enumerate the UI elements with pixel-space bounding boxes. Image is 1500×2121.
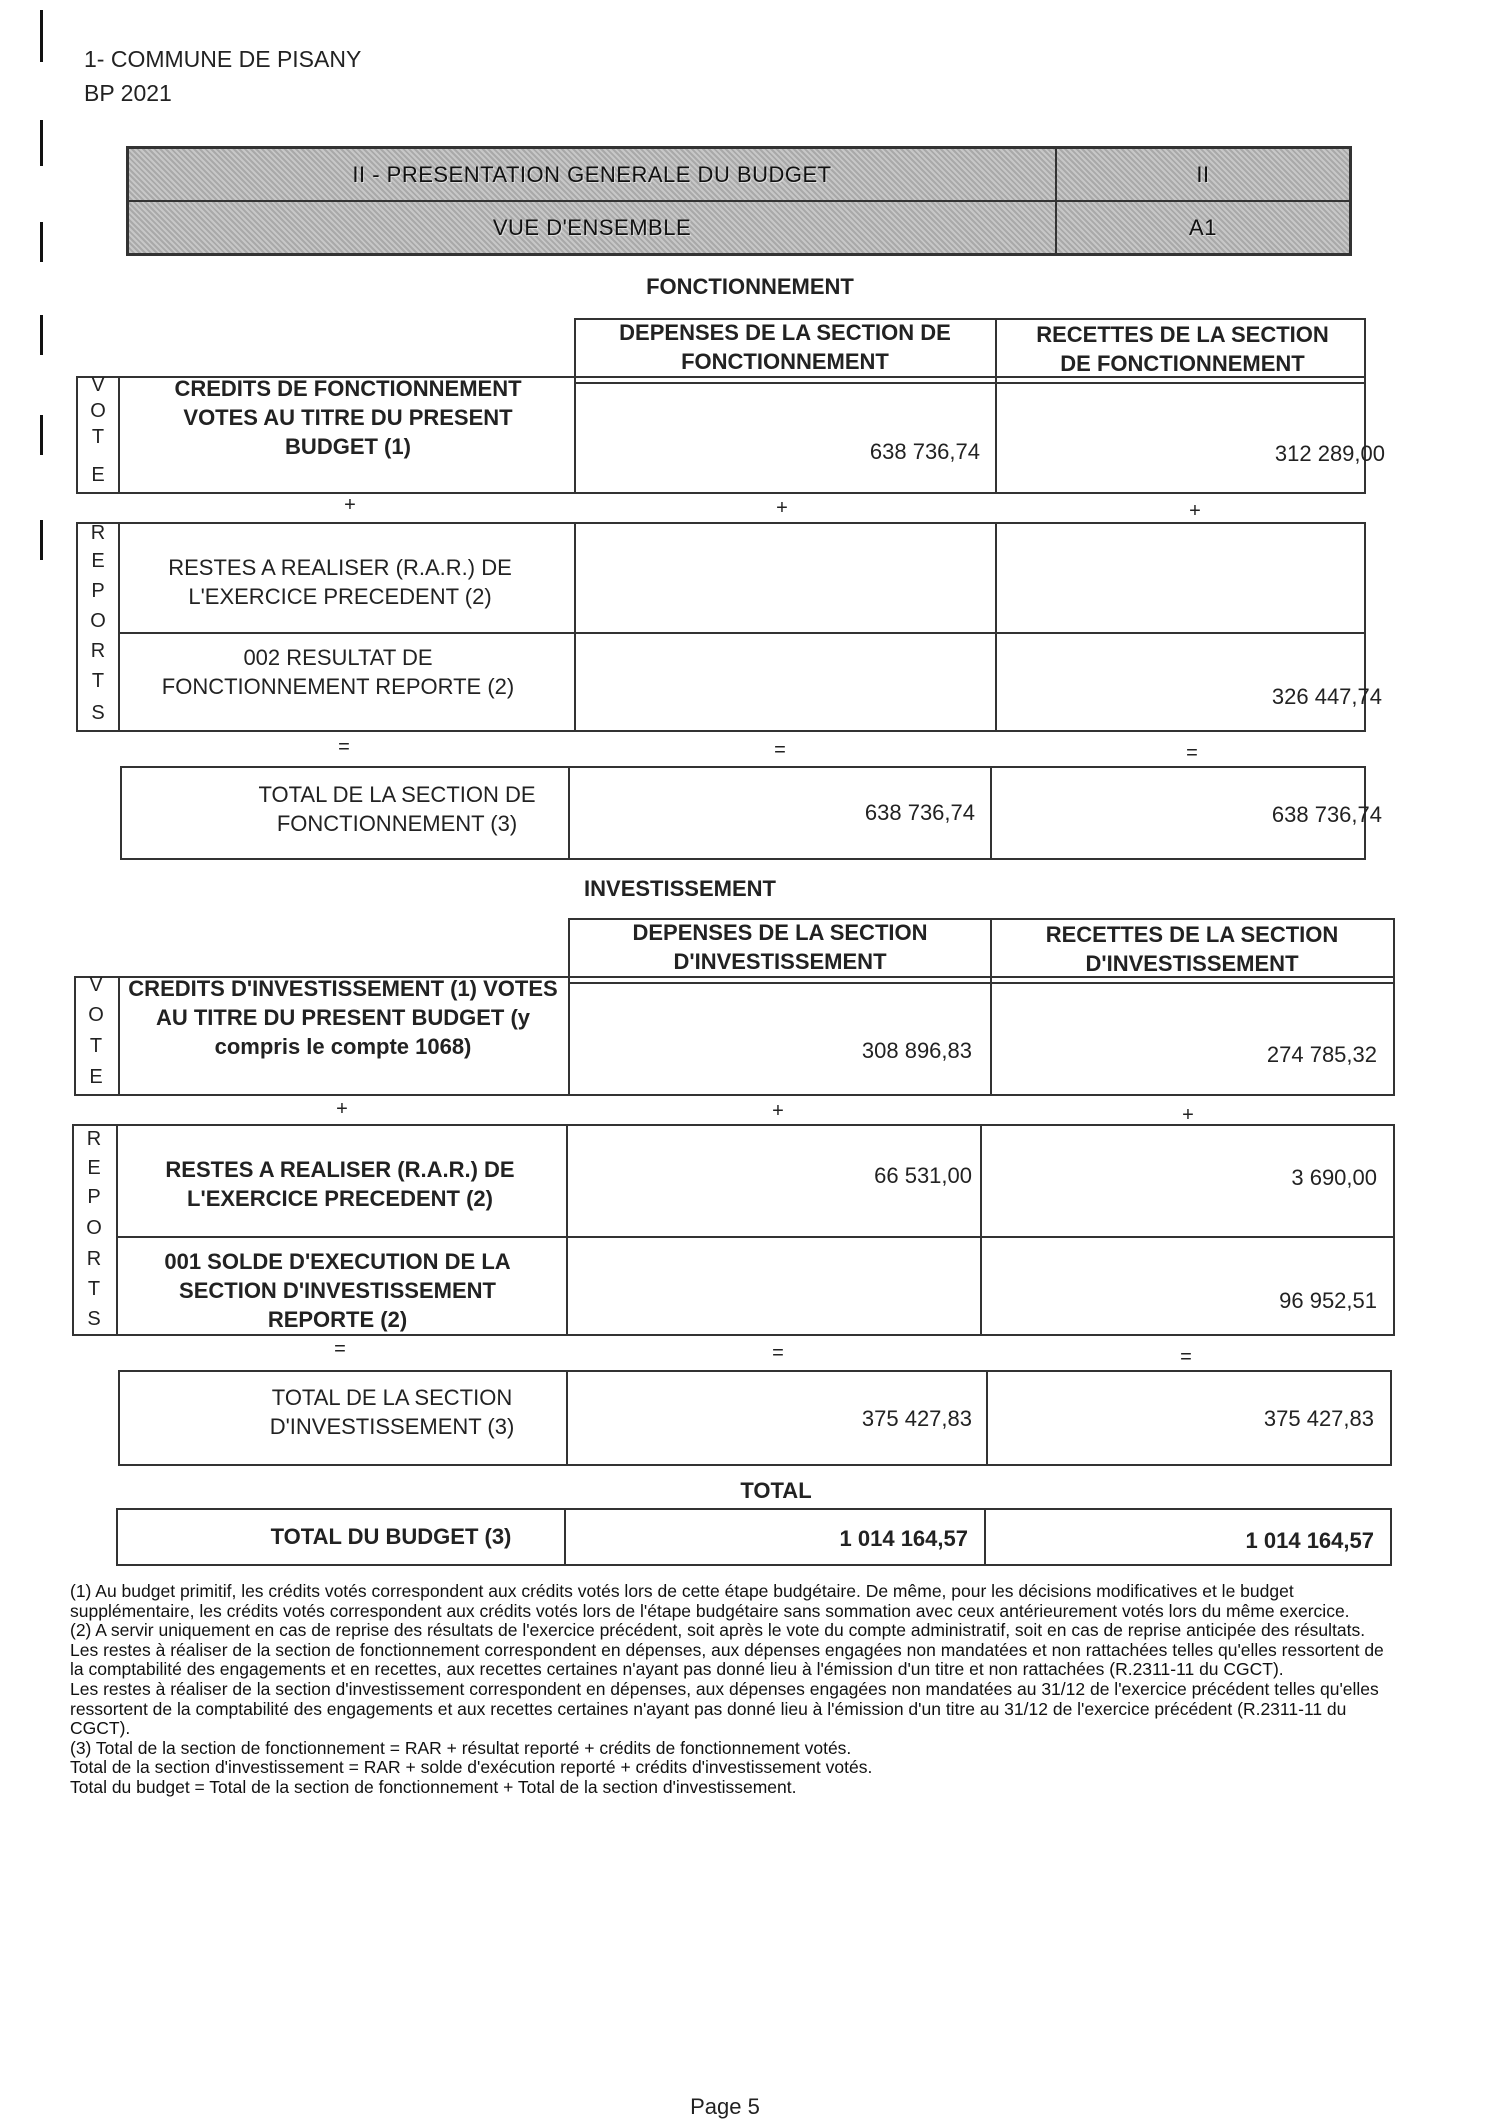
footnote: (1) Au budget primitif, les crédits votés correspondent aux crédits votés lors de cette étape budgétaire. De même, pour les décisions modificatives et le budget supplémentaire, les crédits votés correspondent aux crédits votés lors de l'étape budgétaire sans sommation avec ceux antérieurement votés lors du même exercice. — [70, 1581, 1350, 1621]
scan-margin-mark — [40, 222, 43, 262]
vote-letter: T — [91, 426, 105, 448]
plus-sign: + — [1182, 1104, 1194, 1126]
invest-total-label: TOTAL DE LA SECTION D'INVESTISSEMENT (3) — [269, 1385, 515, 1439]
invest-rar-recettes: 3 690,00 — [1291, 1165, 1377, 1190]
equals-sign: = — [774, 739, 786, 761]
footnotes — [70, 1582, 1390, 1798]
reports-letter: P — [87, 1186, 101, 1208]
fonct-total-recettes: 638 736,74 — [1271, 802, 1382, 827]
banner-code-1: II — [1056, 148, 1350, 201]
reports-letter: S — [87, 1308, 101, 1330]
plus-sign: + — [336, 1098, 348, 1120]
fonct-col-depenses: DEPENSES DE LA SECTION DE FONCTIONNEMENT — [619, 320, 951, 374]
reports-letter: R — [86, 1248, 102, 1270]
equals-sign: = — [1186, 742, 1198, 764]
reports-letter: R — [90, 640, 106, 662]
fonct-credits-depenses: 638 736,74 — [869, 439, 980, 464]
reports-letter: O — [90, 610, 106, 632]
banner-subtitle: VUE D'ENSEMBLE — [128, 201, 1056, 254]
footnote: (2) A servir uniquement en cas de reprise des résultats de l'exercice précédent, soit après le vote du compte administratif, soit en cas de reprise anticipée des résultats. — [70, 1620, 1366, 1641]
invest-rar-label: RESTES A REALISER (R.A.R.) DE L'EXERCICE PRECEDENT (2) — [165, 1157, 515, 1211]
budget-total-label: TOTAL DU BUDGET (3) — [270, 1524, 512, 1549]
fonct-credits-recettes: 312 289,00 — [1274, 441, 1385, 466]
vote-letter: T — [89, 1035, 103, 1057]
reports-letter: T — [91, 670, 105, 692]
fonct-credits-label: CREDITS DE FONCTIONNEMENT VOTES AU TITRE DU PRESENT BUDGET (1) — [174, 376, 522, 459]
fonct-report-recettes: 326 447,74 — [1271, 684, 1382, 709]
vote-letter: E — [89, 1066, 103, 1088]
footnote: (3) Total de la section de fonctionnement = RAR + résultat reporté + crédits de fonctionnement votés. — [70, 1737, 852, 1758]
page-number: Page 5 — [690, 2094, 760, 2119]
vote-letter: V — [91, 374, 105, 396]
invest-total-recettes: 375 427,83 — [1263, 1406, 1374, 1431]
budget-total-depenses: 1 014 164,57 — [839, 1526, 968, 1551]
scan-margin-mark — [40, 520, 43, 560]
total-title: TOTAL — [740, 1478, 812, 1503]
reports-letter: S — [91, 702, 105, 724]
equals-sign: = — [772, 1342, 784, 1364]
footnote: Les restes à réaliser de la section d'investissement correspondent en dépenses, aux dépenses engagées non mandatées au 31/12 de l'exercice précédent telles qu'elles ressortent de la comptabilité des engagements et aux recettes certaines n'ayant pas donné lieu à l'émission d'un titre au 31/12 de l'exercice précédent (R.2311-11 du CGCT). — [70, 1678, 1379, 1739]
fonct-report-label: 002 RESULTAT DE FONCTIONNEMENT REPORTE (2) — [161, 645, 515, 699]
fonct-total-depenses: 638 736,74 — [864, 800, 975, 825]
budget-label: BP 2021 — [84, 80, 172, 106]
commune-name: 1- COMMUNE DE PISANY — [84, 46, 362, 72]
reports-letter: T — [87, 1278, 101, 1300]
reports-letter: R — [86, 1128, 102, 1150]
footnote: Total du budget = Total de la section de fonctionnement + Total de la section d'investissement. — [70, 1776, 797, 1797]
invest-credits-depenses: 308 896,83 — [861, 1038, 972, 1063]
vote-letter: V — [89, 974, 103, 996]
investissement-title: INVESTISSEMENT — [584, 876, 776, 901]
reports-letter: E — [87, 1157, 101, 1179]
equals-sign: = — [334, 1338, 346, 1360]
invest-report-label: 001 SOLDE D'EXECUTION DE LA SECTION D'INVESTISSEMENT REPORTE (2) — [164, 1249, 511, 1332]
equals-sign: = — [1180, 1346, 1192, 1368]
plus-sign: + — [772, 1100, 784, 1122]
plus-sign: + — [1189, 500, 1201, 522]
footnote: Total de la section d'investissement = RAR + solde d'exécution reporté + crédits d'investissement votés. — [70, 1757, 873, 1778]
vote-letter: O — [90, 400, 106, 422]
footnote: Les restes à réaliser de la section de fonctionnement correspondent en dépenses, aux dépenses engagées non mandatées et non rattachées telles qu'elles ressortent de la comptabilité des engagements et en recettes, aux recettes certaines n'ayant pas donné lieu à l'émission d'un titre et non rattachées (R.2311-11 du CGCT). — [70, 1639, 1384, 1680]
invest-col-recettes: RECETTES DE LA SECTION D'INVESTISSEMENT — [1045, 922, 1339, 976]
scan-margin-mark — [40, 120, 43, 166]
banner-code-2: A1 — [1056, 201, 1350, 254]
scan-margin-mark — [40, 315, 43, 355]
invest-report-recettes: 96 952,51 — [1279, 1288, 1377, 1313]
invest-credits-label: CREDITS D'INVESTISSEMENT (1) VOTES AU TITRE DU PRESENT BUDGET (y compris le compte 1068) — [128, 976, 558, 1059]
reports-letter: R — [90, 522, 106, 544]
invest-credits-recettes: 274 785,32 — [1266, 1042, 1377, 1067]
section-banner — [126, 146, 1352, 256]
scan-margin-mark — [40, 415, 43, 455]
invest-col-depenses: DEPENSES DE LA SECTION D'INVESTISSEMENT — [632, 920, 928, 974]
fonct-total-label: TOTAL DE LA SECTION DE FONCTIONNEMENT (3) — [258, 782, 536, 836]
scan-margin-mark — [40, 10, 43, 62]
reports-letter: P — [91, 580, 105, 602]
vote-letter: O — [88, 1004, 104, 1026]
equals-sign: = — [338, 736, 350, 758]
reports-letter: O — [86, 1217, 102, 1239]
invest-total-depenses: 375 427,83 — [861, 1406, 972, 1431]
reports-letter: E — [91, 550, 105, 572]
invest-rar-depenses: 66 531,00 — [874, 1163, 972, 1188]
fonct-col-recettes: RECETTES DE LA SECTION DE FONCTIONNEMENT — [1036, 322, 1329, 376]
plus-sign: + — [776, 497, 788, 519]
fonctionnement-title: FONCTIONNEMENT — [646, 274, 854, 299]
banner-title: II - PRESENTATION GENERALE DU BUDGET — [128, 148, 1056, 201]
fonct-rar-label: RESTES A REALISER (R.A.R.) DE L'EXERCICE PRECEDENT (2) — [168, 555, 512, 609]
plus-sign: + — [344, 494, 356, 516]
vote-letter: E — [91, 464, 105, 486]
budget-total-recettes: 1 014 164,57 — [1245, 1528, 1374, 1553]
